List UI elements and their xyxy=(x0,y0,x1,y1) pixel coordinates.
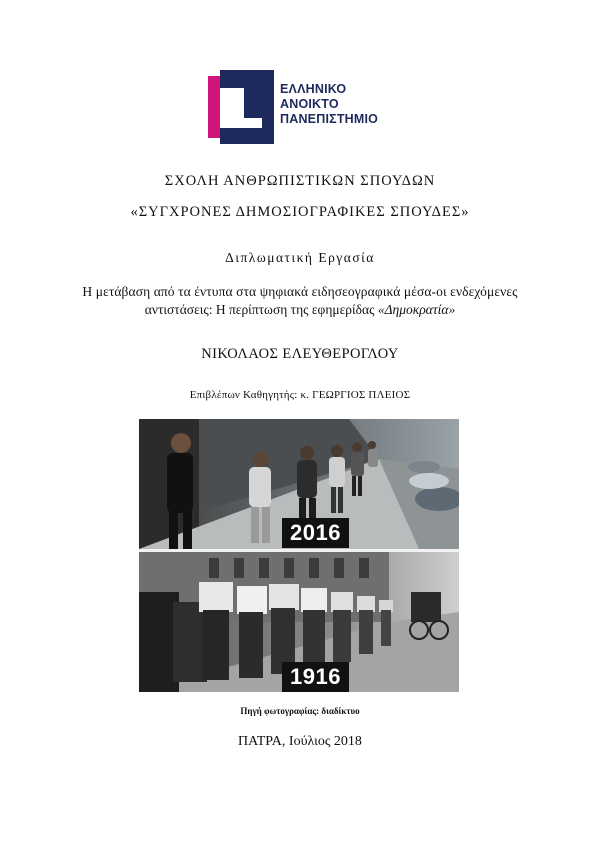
logo-line-2: ΑΝΟΙΚΤΟ xyxy=(280,97,339,111)
program-name: «ΣΥΓΧΡΟΝΕΣ ΔΗΜΟΣΙΟΓΡΑΦΙΚΕΣ ΣΠΟΥΔΕΣ» xyxy=(130,204,470,220)
university-logo xyxy=(208,70,398,144)
logo-line-3: ΠΑΝΕΠΙΣΤΗΜΙΟ xyxy=(280,112,379,126)
supervisor: Επιβλέπων Καθηγητής: κ. ΓΕΩΡΓΙΟΣ ΠΛΕΙΟΣ xyxy=(189,389,411,401)
thesis-type: Διπλωματική Εργασία xyxy=(225,250,375,265)
logo-wordmark xyxy=(280,82,378,127)
logo-line-1: ΕΛΛΗΝΙΚΟ xyxy=(280,82,347,96)
cover-photo xyxy=(139,419,459,692)
thesis-title-line-2 xyxy=(0,302,600,318)
thesis-title-line-1: Η μετάβαση από τα έντυπα στα ψηφιακά ειδησεογραφικά μέσα-οι ενδεχόμενες xyxy=(82,284,518,299)
photo-caption: Πηγή φωτογραφίας: διαδίκτυο xyxy=(240,706,360,716)
school-name: ΣΧΟΛΗ ΑΝΘΡΩΠΙΣΤΙΚΩΝ ΣΠΟΥΔΩΝ xyxy=(164,173,436,189)
eap-logo-icon xyxy=(208,70,276,144)
thesis-title-line-2-text: αντιστάσεις: Η περίπτωση της εφημερίδας xyxy=(144,302,378,317)
place-and-date: ΠΑΤΡΑ, Ιούλιος 2018 xyxy=(238,734,362,749)
photo-label-1916: 1916 xyxy=(282,662,349,692)
newspaper-name: «Δημοκρατία» xyxy=(377,302,456,317)
author-name: ΝΙΚΟΛΑΟΣ ΕΛΕΥΘΕΡΟΓΛΟΥ xyxy=(201,346,399,362)
photo-label-2016: 2016 xyxy=(282,518,349,548)
